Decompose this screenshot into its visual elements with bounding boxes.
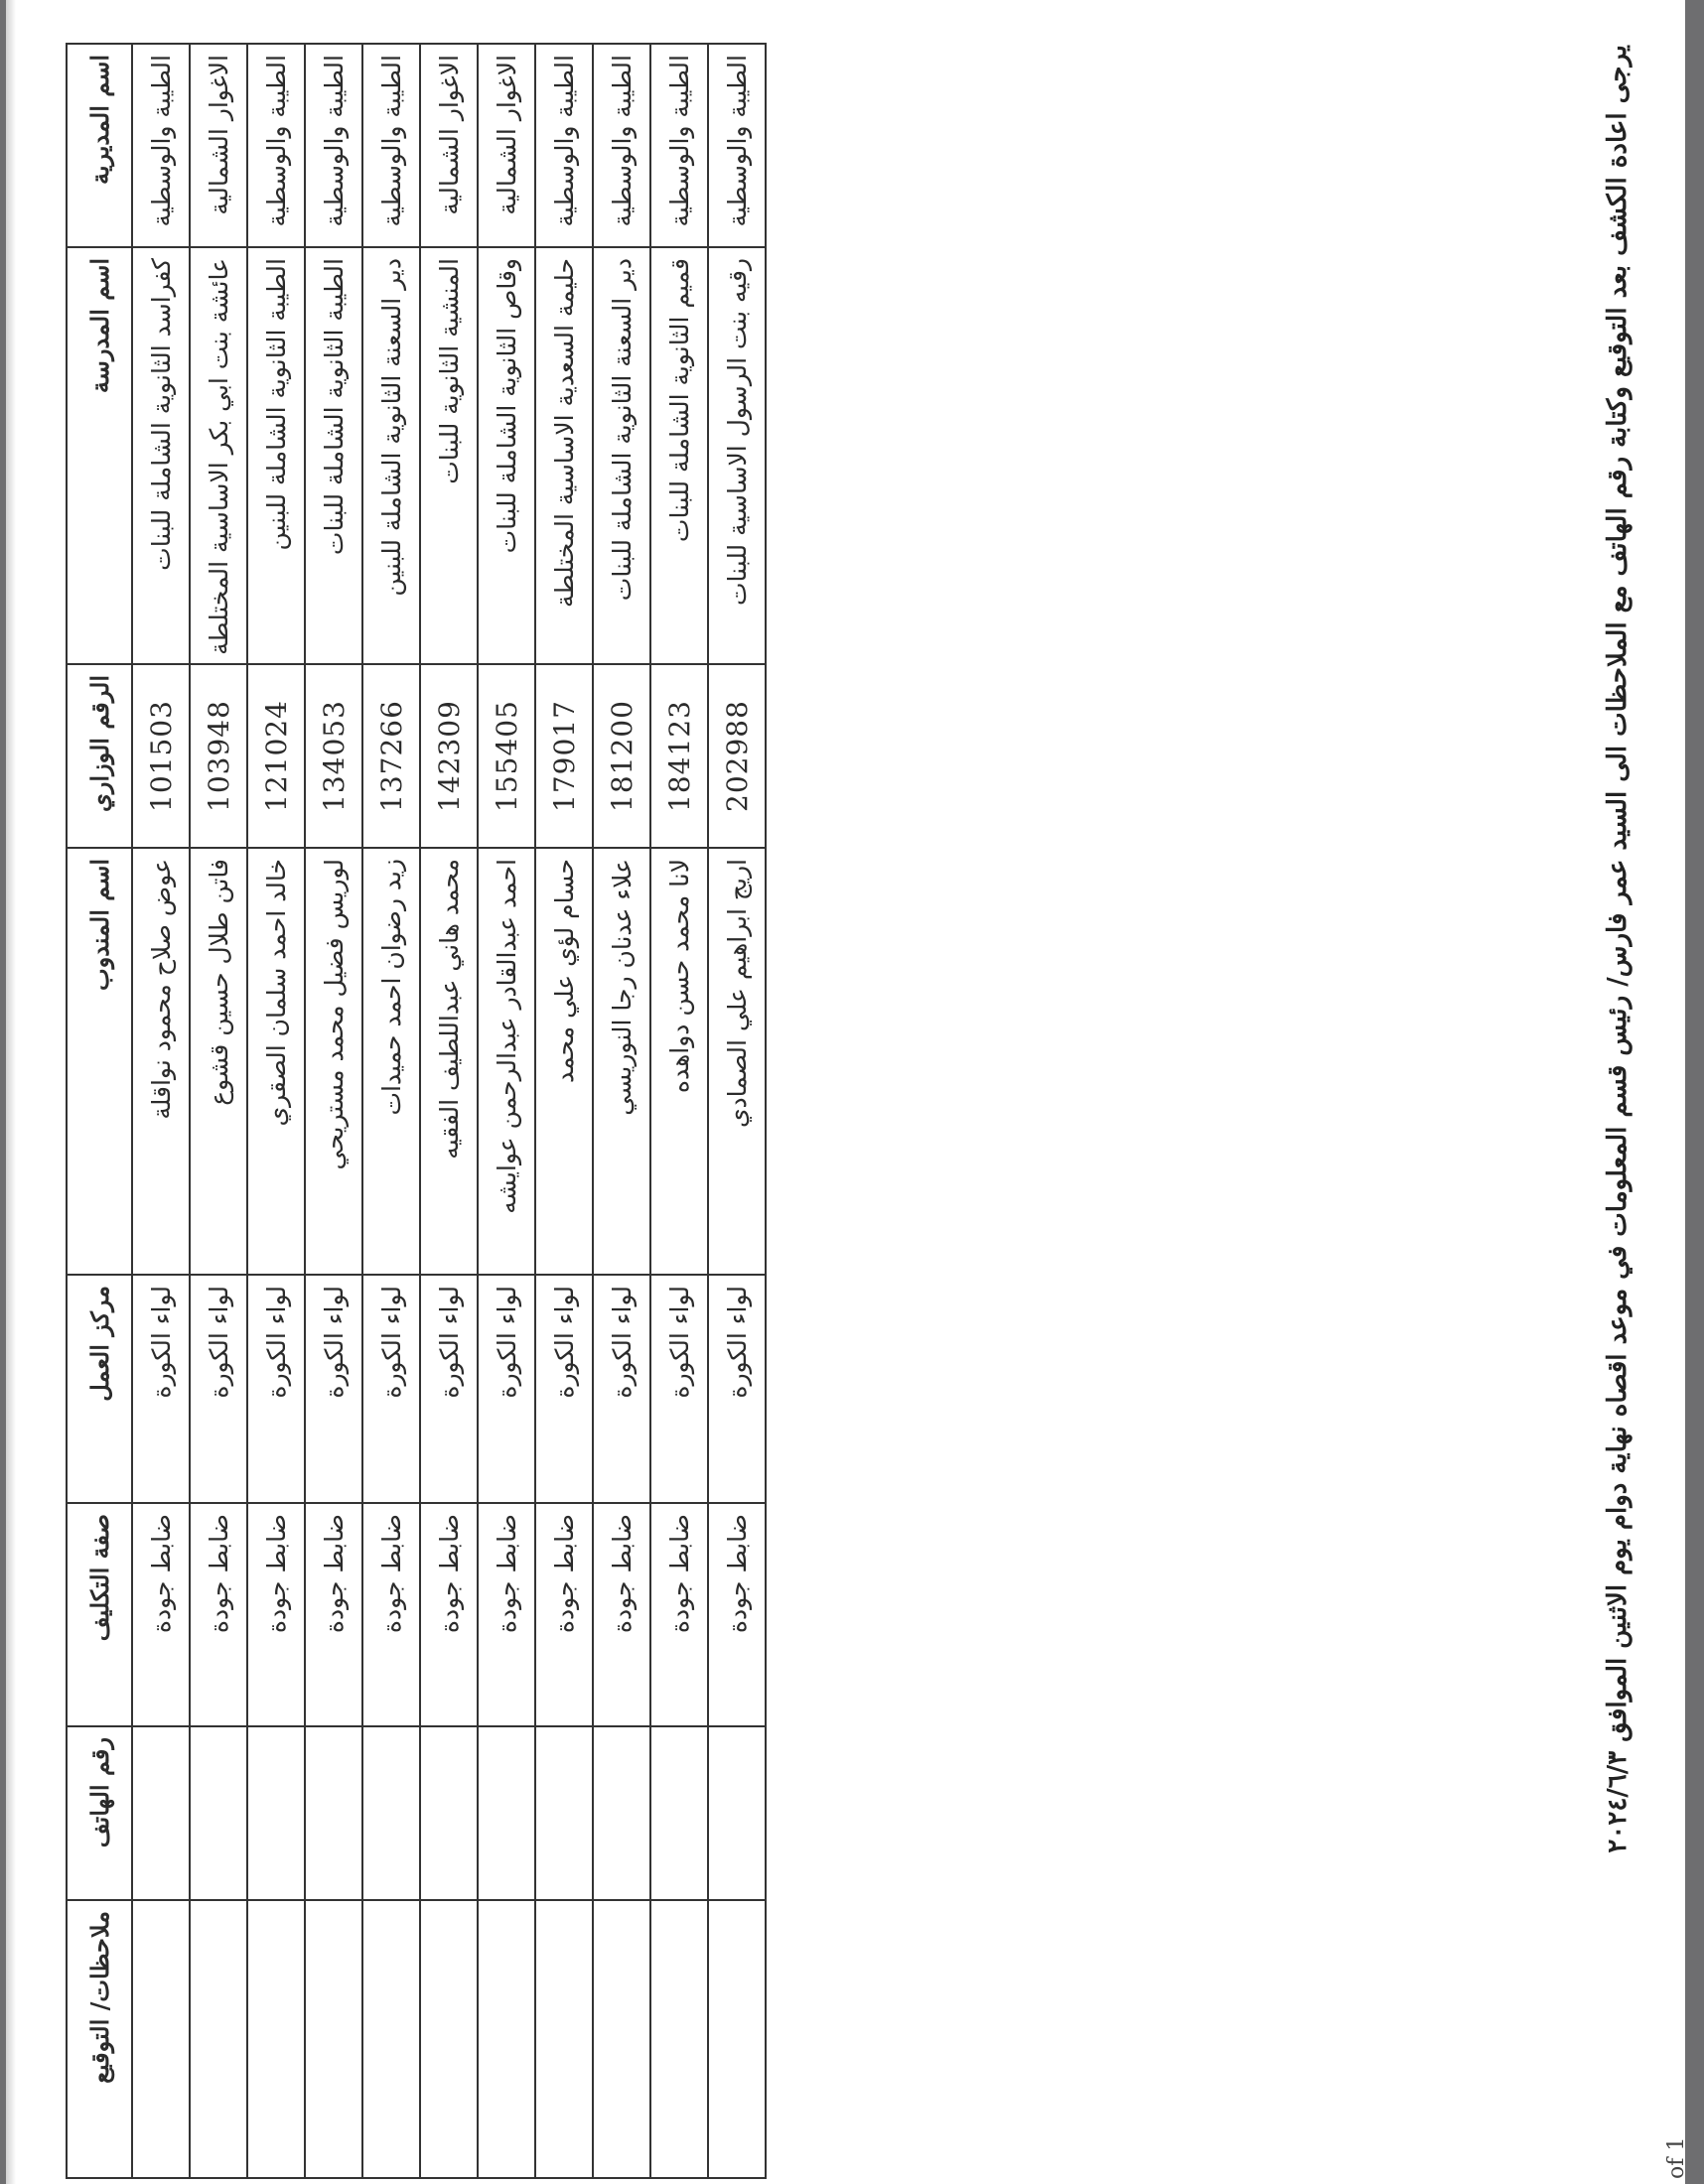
cell-role: ضابط جودة	[132, 1503, 190, 1726]
cell-delegate: اريج ابراهيم علي الصمادي	[708, 848, 766, 1275]
delegates-table	[66, 43, 767, 2179]
cell-phone	[650, 1726, 708, 1900]
cell-notes	[132, 1900, 190, 2178]
table-row	[362, 44, 420, 2178]
cell-delegate: لوريس فضيل محمد مستريحي	[305, 848, 362, 1275]
table-row	[478, 44, 535, 2178]
cell-role: ضابط جودة	[478, 1503, 535, 1726]
cell-directorate: الطيبة والوسطية	[708, 44, 766, 247]
cell-work-center: لواء الكورة	[305, 1275, 362, 1503]
cell-notes	[593, 1900, 650, 2178]
cell-school: كفراسد الثانوية الشاملة للبنات	[132, 247, 190, 664]
page-reference: of 1	[1664, 2136, 1689, 2179]
cell-notes	[362, 1900, 420, 2178]
cell-school: دير السعنة الثانوية الشاملة للبنين	[362, 247, 420, 664]
cell-role: ضابط جودة	[190, 1503, 247, 1726]
cell-delegate: حسام لؤي علي محمد	[535, 848, 593, 1275]
cell-school: الطيبة الثانوية الشاملة للبنين	[247, 247, 305, 664]
cell-phone	[190, 1726, 247, 1900]
cell-notes	[708, 1900, 766, 2178]
header-notes: ملاحظات/ التوقيع	[67, 1900, 132, 2178]
cell-directorate: الطيبة والوسطية	[132, 44, 190, 247]
cell-phone	[247, 1726, 305, 1900]
cell-number: 184123	[650, 664, 708, 848]
cell-school: دير السعنة الثانوية الشاملة للبنات	[593, 247, 650, 664]
cell-delegate: محمد هاني عبداللطيف الفقيه	[420, 848, 478, 1275]
cell-work-center: لواء الكورة	[535, 1275, 593, 1503]
cell-number: 103948	[190, 664, 247, 848]
cell-school: المنشية الثانوية للبنات	[420, 247, 478, 664]
cell-role: ضابط جودة	[650, 1503, 708, 1726]
cell-work-center: لواء الكورة	[708, 1275, 766, 1503]
table-row	[650, 44, 708, 2178]
cell-directorate: الطيبة والوسطية	[593, 44, 650, 247]
header-directorate: اسم المديرية	[67, 44, 132, 247]
table-header-row	[67, 44, 132, 2178]
header-number: الرقم الوزاري	[67, 664, 132, 848]
cell-number: 101503	[132, 664, 190, 848]
cell-number: 134053	[305, 664, 362, 848]
cell-delegate: فاتن طلال حسين قشوع	[190, 848, 247, 1275]
cell-directorate: الطيبة والوسطية	[362, 44, 420, 247]
cell-notes	[190, 1900, 247, 2178]
instruction-note: يرجى اعادة الكشف بعد التوقيع وكتابة رقم الهاتف مع الملاحظات الى السيد عمر فارس/ رئيس قسم المعلومات في موعد اقصاه نهاية دوام يوم الاثنين الموافق ٢٠٢٤/٦/٣	[1603, 45, 1633, 1853]
cell-work-center: لواء الكورة	[593, 1275, 650, 1503]
table-row	[420, 44, 478, 2178]
cell-delegate: علاء عدنان رجا النوريسي	[593, 848, 650, 1275]
table-body	[132, 44, 766, 2178]
cell-delegate: عوض صلاح محمود نواقلة	[132, 848, 190, 1275]
cell-work-center: لواء الكورة	[362, 1275, 420, 1503]
cell-school: وقاص الثانوية الشاملة للبنات	[478, 247, 535, 664]
cell-number: 181200	[593, 664, 650, 848]
cell-role: ضابط جودة	[362, 1503, 420, 1726]
cell-school: حليمة السعدية الاساسية المختلطة	[535, 247, 593, 664]
cell-notes	[535, 1900, 593, 2178]
cell-phone	[305, 1726, 362, 1900]
header-school: اسم المدرسة	[67, 247, 132, 664]
cell-phone	[593, 1726, 650, 1900]
cell-school: قميم الثانوية الشاملة للبنات	[650, 247, 708, 664]
cell-phone	[535, 1726, 593, 1900]
cell-delegate: احمد عبدالقادر عبدالرحمن عوايشه	[478, 848, 535, 1275]
cell-directorate: الطيبة والوسطية	[305, 44, 362, 247]
rotated-content	[66, 5, 1704, 2179]
cell-phone	[420, 1726, 478, 1900]
cell-role: ضابط جودة	[535, 1503, 593, 1726]
cell-delegate: لانا محمد حسن دواهده	[650, 848, 708, 1275]
cell-role: ضابط جودة	[593, 1503, 650, 1726]
cell-delegate: زيد رضوان احمد حميدات	[362, 848, 420, 1275]
cell-work-center: لواء الكورة	[247, 1275, 305, 1503]
cell-number: 179017	[535, 664, 593, 848]
cell-school: الطيبة الثانوية الشاملة للبنات	[305, 247, 362, 664]
cell-directorate: الاغوار الشمالية	[420, 44, 478, 247]
cell-notes	[478, 1900, 535, 2178]
table-row	[247, 44, 305, 2178]
table-row	[190, 44, 247, 2178]
table-row	[535, 44, 593, 2178]
cell-number: 142309	[420, 664, 478, 848]
cell-work-center: لواء الكورة	[420, 1275, 478, 1503]
cell-work-center: لواء الكورة	[132, 1275, 190, 1503]
cell-role: ضابط جودة	[708, 1503, 766, 1726]
cell-directorate: الاغوار الشمالية	[190, 44, 247, 247]
cell-directorate: الطيبة والوسطية	[650, 44, 708, 247]
cell-delegate: خالد احمد سلمان الصقري	[247, 848, 305, 1275]
cell-number: 155405	[478, 664, 535, 848]
cell-directorate: الاغوار الشمالية	[478, 44, 535, 247]
cell-notes	[247, 1900, 305, 2178]
cell-number: 121024	[247, 664, 305, 848]
cell-work-center: لواء الكورة	[478, 1275, 535, 1503]
table-row	[708, 44, 766, 2178]
cell-phone	[708, 1726, 766, 1900]
cell-directorate: الطيبة والوسطية	[535, 44, 593, 247]
cell-number: 137266	[362, 664, 420, 848]
table-row	[132, 44, 190, 2178]
cell-work-center: لواء الكورة	[650, 1275, 708, 1503]
header-work-center: مركز العمل	[67, 1275, 132, 1503]
cell-role: ضابط جودة	[420, 1503, 478, 1726]
cell-notes	[305, 1900, 362, 2178]
cell-work-center: لواء الكورة	[190, 1275, 247, 1503]
cell-role: ضابط جودة	[305, 1503, 362, 1726]
cell-number: 202988	[708, 664, 766, 848]
cell-role: ضابط جودة	[247, 1503, 305, 1726]
cell-phone	[362, 1726, 420, 1900]
cell-directorate: الطيبة والوسطية	[247, 44, 305, 247]
header-role: صفة التكليف	[67, 1503, 132, 1726]
cell-school: عائشة بنت ابي بكر الاساسية المختلطة	[190, 247, 247, 664]
table-row	[593, 44, 650, 2178]
cell-phone	[478, 1726, 535, 1900]
cell-notes	[420, 1900, 478, 2178]
document-page	[6, 0, 1689, 2184]
header-phone: رقم الهاتف	[67, 1726, 132, 1900]
cell-school: رقيه بنت الرسول الاساسية للبنات	[708, 247, 766, 664]
table-row	[305, 44, 362, 2178]
cell-notes	[650, 1900, 708, 2178]
cell-phone	[132, 1726, 190, 1900]
header-delegate: اسم المندوب	[67, 848, 132, 1275]
